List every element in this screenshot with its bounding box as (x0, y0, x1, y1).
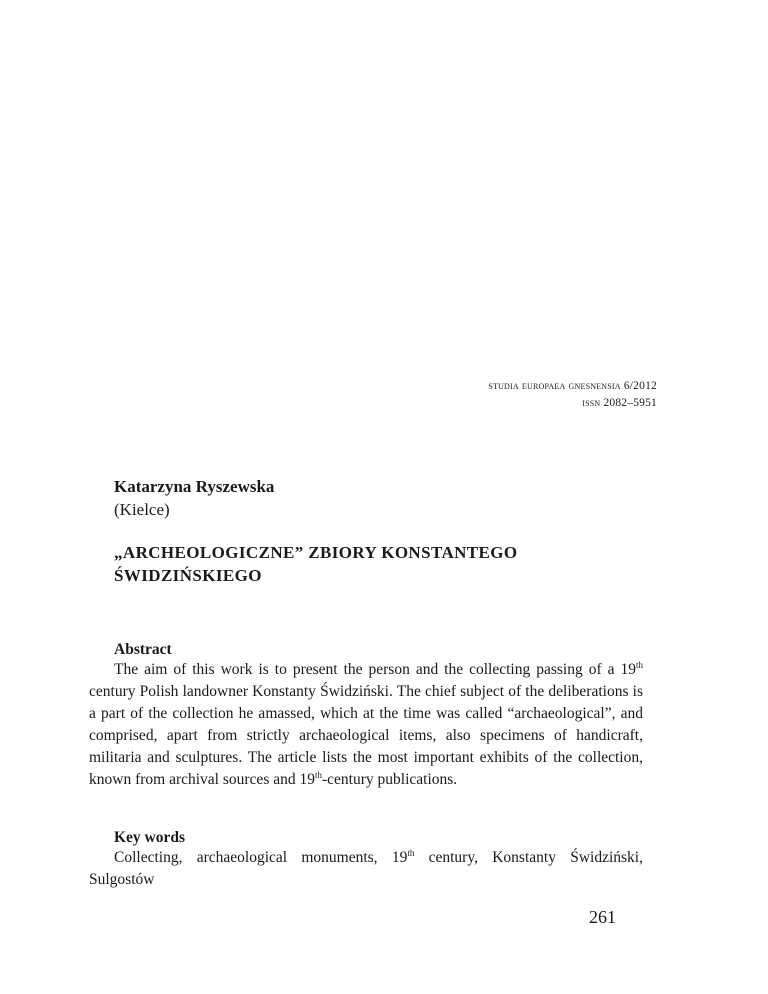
author-affiliation: (Kielce) (114, 500, 170, 519)
keywords-heading: Key words (114, 829, 186, 846)
abstract-text-part: The aim of this work is to present the person and the collecting passing of a 19 (114, 661, 636, 678)
page-number: 261 (589, 907, 616, 927)
superscript: th (407, 848, 415, 858)
title-line-1: „ARCHEOLOGICZNE” ZBIORY KONSTANTEGO (114, 543, 518, 562)
journal-name: studia europaea gnesnensia 6/2012 (488, 380, 657, 392)
keywords-text (89, 847, 643, 891)
abstract-text-part: -century publications. (322, 771, 458, 788)
issn: issn 2082–5951 (582, 397, 657, 409)
keywords-text-part: Collecting, archaeological monuments, 19 (114, 849, 408, 866)
abstract-text-part: century Polish landowner Konstanty Świdziński. The chief subject of the deliberations is a part of the collection he amassed, which at the time was called “archaeological”, and comprised, apart from strictly archaeological items, also specimens of handicraft, militaria and sculptures. The article lists the most important exhibits of the collection, known from archival sources and 19 (89, 683, 643, 788)
superscript: th (314, 770, 322, 780)
abstract-heading: Abstract (114, 641, 172, 658)
author-name: Katarzyna Ryszewska (114, 477, 275, 496)
title-line-2: ŚWIDZIŃSKIEGO (114, 566, 262, 585)
journal-header (488, 378, 657, 412)
abstract-text (89, 659, 643, 791)
keywords-text-part: century, Konstanty Świdziński, Sulgostów (89, 849, 643, 888)
superscript: th (635, 660, 643, 670)
article-title (114, 541, 634, 587)
